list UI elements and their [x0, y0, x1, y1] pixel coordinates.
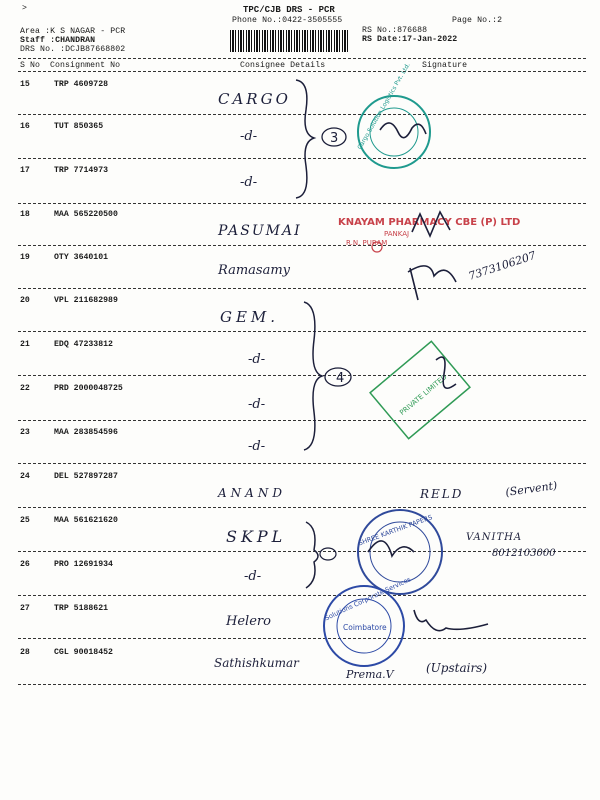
hand-ditto-23: -d-: [248, 439, 266, 454]
hand-ditto-17: -d-: [240, 175, 258, 190]
hand-gem: GEM.: [220, 308, 280, 326]
row-sno: 18: [20, 210, 30, 219]
hand-count-4: 4: [336, 371, 345, 386]
hand-vanitha: VANITHA: [466, 532, 523, 543]
row-consignment: VPL 211682989: [54, 296, 118, 305]
hand-servant: (Servent): [504, 478, 559, 499]
signature-19: [408, 266, 456, 300]
row-sno: 27: [20, 604, 30, 613]
brace-gem: [304, 302, 322, 450]
gem-stamp-text: PRIVATE LIMITED: [398, 373, 449, 417]
hand-helero: Helero: [226, 614, 271, 629]
row-consignment: PRD 2000048725: [54, 384, 123, 393]
staff-label: Staff :CHANDRAN: [20, 36, 96, 45]
row-consignment: OTY 3640101: [54, 253, 109, 262]
row-sno: 26: [20, 560, 30, 569]
rs-number: RS No.:876688: [362, 26, 428, 35]
row-sno: 24: [20, 472, 30, 481]
row-consignment: MAA 565220500: [54, 210, 118, 219]
row-sno: 22: [20, 384, 30, 393]
hand-count-3: 3: [330, 131, 339, 146]
hand-sathish: Sathishkumar: [214, 656, 299, 670]
row-sno: 15: [20, 80, 30, 89]
hand-pasumai: PASUMAI: [218, 223, 302, 239]
signature-16: [380, 123, 426, 138]
col-consignee: Consignee Details: [240, 61, 326, 70]
area-label: Area :K S NAGAR - PCR: [20, 27, 126, 36]
brace-skpl: [306, 522, 318, 588]
hand-ditto-22: -d-: [248, 397, 266, 412]
row-consignment: MAA 283854596: [54, 428, 118, 437]
solutions-stamp: [324, 575, 413, 666]
row-sno: 20: [20, 296, 30, 305]
hand-cargo: CARGO: [218, 90, 291, 108]
hand-anand: ANAND: [218, 486, 286, 500]
row-consignment: MAA 561621620: [54, 516, 118, 525]
page-number: Page No.:2: [452, 16, 503, 25]
skpl-stamp-text: SHREE KARTHIK PAPERS: [357, 513, 434, 548]
brace-cargo: [296, 80, 314, 198]
solutions-stamp-text: Solutions Corporate Services: [323, 575, 413, 623]
hand-prema: Prema.V: [346, 668, 394, 681]
page-mark: >: [22, 4, 28, 13]
rs-date: RS Date:17-Jan-2022: [362, 35, 458, 44]
signature-25: [368, 541, 414, 556]
hand-upstairs: (Upstairs): [426, 661, 488, 675]
signature-27: [414, 610, 488, 631]
row-sno: 21: [20, 340, 30, 349]
row-consignment: TRP 4609728: [54, 80, 109, 89]
phone-number: Phone No.:0422-3505555: [232, 16, 343, 25]
row-sno: 19: [20, 253, 30, 262]
pharmacy-stamp-title: KNAYAM PHARMACY CBE (P) LTD: [338, 217, 521, 228]
row-consignment: PRO 12691934: [54, 560, 113, 569]
row-consignment: CGL 90018452: [54, 648, 113, 657]
col-sno: S No: [20, 61, 41, 70]
pharmacy-stamp-sub2: R.N. PURAM: [346, 239, 388, 247]
hand-ditto-16: -d-: [240, 129, 258, 144]
col-signature: Signature: [422, 61, 468, 70]
cargo-stamp-text: Cargo Solution Logistics Pvt. Ltd.: [356, 61, 412, 151]
row-consignment: TUT 850365: [54, 122, 104, 131]
row-consignment: DEL 527897287: [54, 472, 118, 481]
hand-ramasamy: Ramasamy: [218, 263, 291, 278]
row-sno: 23: [20, 428, 30, 437]
col-consignment: Consignment No: [50, 61, 121, 70]
row-consignment: EDQ 47233812: [54, 340, 113, 349]
row-sno: 25: [20, 516, 30, 525]
drs-number: DRS No. :DCJB87668802: [20, 45, 126, 54]
row-sno: 17: [20, 166, 30, 175]
row-sno: 16: [20, 122, 30, 131]
pharmacy-stamp-sub: PANKAJ: [384, 230, 410, 238]
row-sno: 28: [20, 648, 30, 657]
hand-ditto-21: -d-: [248, 352, 266, 367]
hand-vanitha-phone: 8012103000: [492, 548, 556, 559]
solutions-stamp-city: Coimbatore: [343, 623, 387, 632]
hand-ditto-26: -d-: [244, 569, 262, 584]
hand-reld: RELD: [420, 487, 464, 501]
hand-skpl: SKPL: [226, 527, 287, 546]
cargo-stamp: [356, 62, 430, 168]
row-consignment: TRP 5188621: [54, 604, 109, 613]
row-consignment: TRP 7714973: [54, 166, 109, 175]
report-title: TPC/CJB DRS - PCR: [243, 5, 335, 15]
hand-sig-phone: 7373106207: [466, 248, 538, 283]
gem-stamp: [370, 341, 470, 438]
